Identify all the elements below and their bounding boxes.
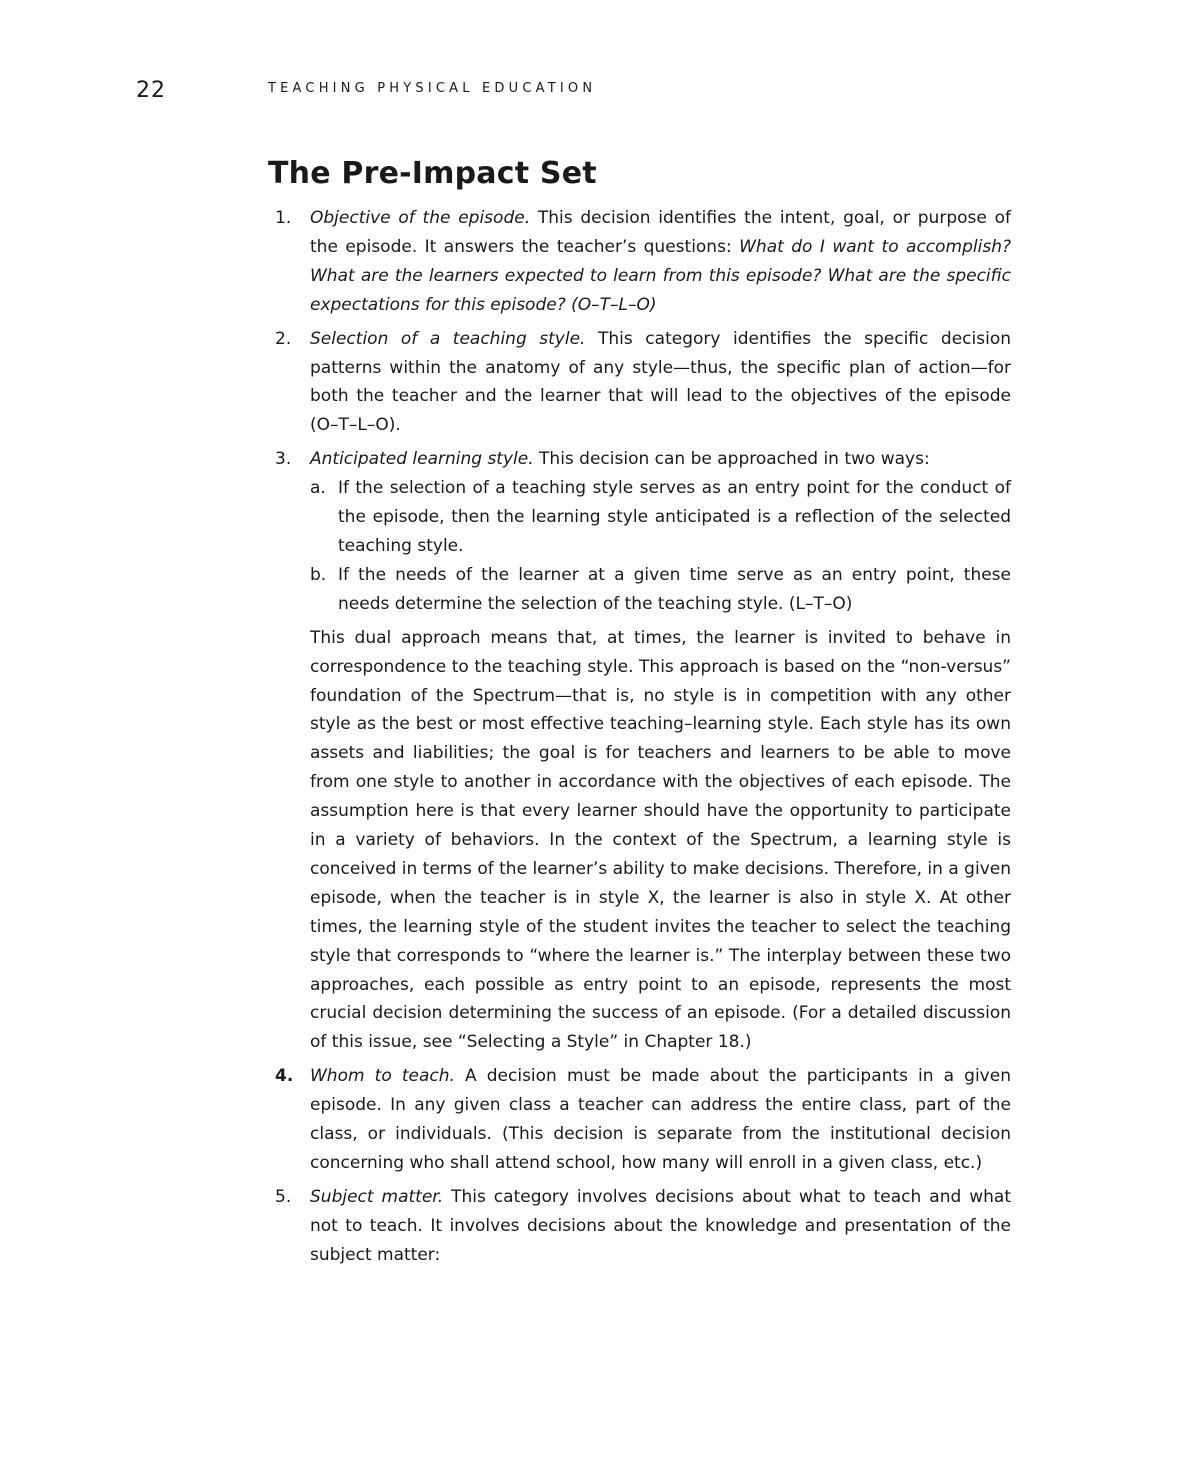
- sublist-item-a: [310, 474, 1011, 561]
- list-item-teaching-style: [275, 325, 1011, 441]
- item-lead: Subject matter.: [310, 1186, 444, 1207]
- sub-text: If the needs of the learner at a given time serve as an entry point, these needs determine the selection of the teaching style. (L–T–O): [338, 564, 1011, 614]
- list-item-whom-to-teach: [275, 1062, 1011, 1178]
- sublist: [310, 474, 1011, 619]
- item-lead: Objective of the episode.: [310, 208, 531, 228]
- page-number: 22: [136, 78, 166, 103]
- sub-letter: b.: [310, 564, 327, 585]
- item-number: 1.: [275, 208, 292, 228]
- item-number: 2.: [275, 328, 292, 349]
- item-number: 4.: [275, 1066, 294, 1087]
- item-text: This category involves decisions about what to teach and what not to teach. It involves decisions about the knowledge and presentation of the subject matter:: [310, 1186, 1011, 1265]
- item-number: 5.: [275, 1186, 292, 1207]
- item-lead: Whom to teach.: [310, 1066, 455, 1087]
- item-text: A decision must be made about the participants in a given episode. In any given class a teacher can address the entire class, part of the class, or individuals. (This decision is separate from the institutional decision concerning who shall attend school, how many will enroll in a given class, etc.): [310, 1066, 1011, 1173]
- list-item-learning-style: [275, 445, 1011, 1057]
- item-question: What do I want to accomplish? What are the learners expected to learn from this episode? What are the specific expectations for this episode? (O–T–L–O): [310, 236, 1011, 315]
- item-lead: Anticipated learning style.: [310, 449, 534, 470]
- item-text: This decision can be approached in two ways:: [533, 449, 930, 470]
- item-text: This category identifies the specific decision patterns within the anatomy of any style—thus, the specific plan of action—for both the teacher and the learner that will lead to the objectives of the episode (O–T–L–O).: [310, 328, 1011, 436]
- item-lead: Selection of a teaching style.: [310, 328, 586, 349]
- item-text: This decision identifies the intent, goal, or purpose of the episode. It answers the teacher’s questions:: [310, 208, 1011, 257]
- list-item-objective: [275, 204, 1011, 320]
- item-paragraph: This dual approach means that, at times, the learner is invited to behave in correspondence to the teaching style. This approach is based on the “non-versus” foundation of the Spectrum—that is, no style is in competition with any other style as the best or most effective teaching–learning style. Each style has its own assets and liabilities; the goal is for teachers and learners to be able to move from one style to another in accordance with the objectives of each episode. The assumption here is that every learner should have the opportunity to participate in a variety of behaviors. In the context of the Spectrum, a learning style is conceived in terms of the learner’s ability to make decisions. Therefore, in a given episode, when the teacher is in style X, the learner is also in style X. At other times, the learning style of the student invites the teacher to select the teaching style that corresponds to “where the learner is.” The interplay between these two approaches, each possible as entry point to an episode, represents the most crucial decision determining the success of an episode. (For a detailed discussion of this issue, see “Selecting a Style” in Chapter 18.): [310, 627, 1011, 1053]
- item-number: 3.: [275, 449, 292, 470]
- list-item-subject-matter: [275, 1183, 1011, 1270]
- sub-letter: a.: [310, 478, 326, 499]
- section-title: The Pre-Impact Set: [268, 156, 597, 191]
- sub-text: If the selection of a teaching style serves as an entry point for the conduct of the episode, then the learning style anticipated is a reflection of the selected teaching style.: [338, 478, 1011, 556]
- running-head: TEACHING PHYSICAL EDUCATION: [268, 81, 597, 96]
- sublist-item-b: [310, 561, 1011, 619]
- decision-list: [275, 204, 1011, 1275]
